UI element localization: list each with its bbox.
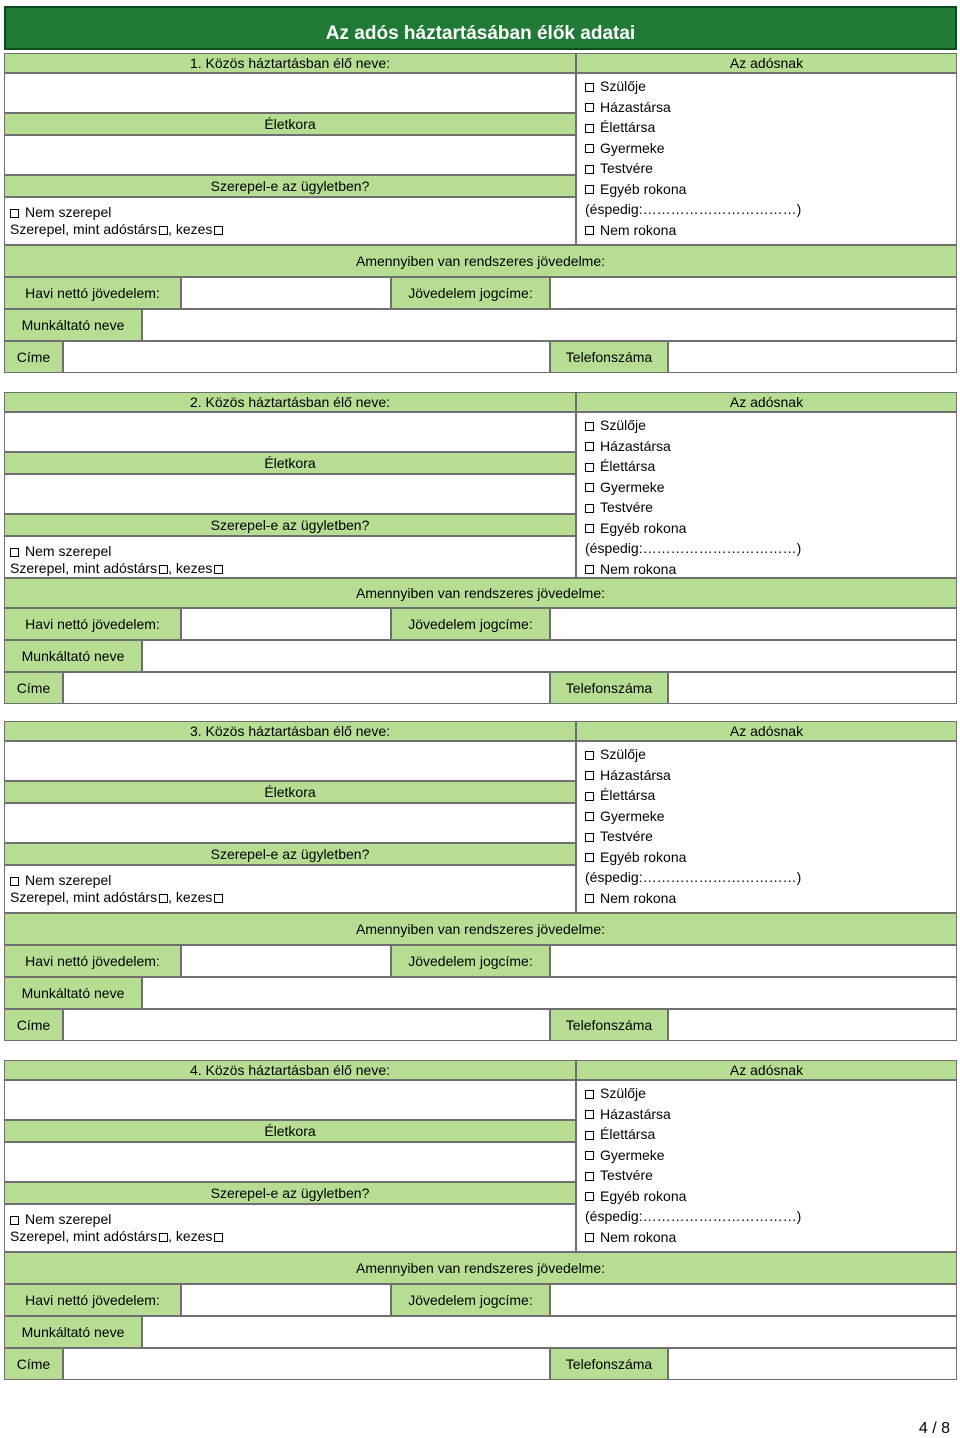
nem-szerepel-checkbox[interactable]	[10, 209, 19, 218]
member-name-label	[4, 1060, 576, 1080]
eletkora-field[interactable]	[4, 474, 576, 514]
nem-szerepel-label: Nem szerepel	[25, 1211, 112, 1227]
amennyiben-label: Amennyiben van rendszeres jövedelme:	[4, 1252, 957, 1284]
havi-netto-label: Havi nettó jövedelem:	[4, 945, 181, 977]
relation-szuloje-checkbox[interactable]	[585, 751, 594, 760]
relation-gyermeke-checkbox[interactable]	[585, 483, 594, 492]
havi-netto-field[interactable]	[181, 945, 391, 977]
relation-label: Házastársa	[600, 766, 671, 783]
relation-label: Élettársa	[600, 119, 656, 135]
relation-label: Házastársa	[600, 98, 671, 115]
relation-szuloje[interactable]	[585, 76, 956, 97]
relation-egyeb-rokona[interactable]	[585, 518, 956, 539]
relation-especig[interactable]	[585, 199, 956, 220]
cime-field[interactable]	[63, 1348, 550, 1380]
relation-hazastarsa-checkbox[interactable]	[585, 442, 594, 451]
az-adosnak-label: Az adósnak	[576, 1060, 957, 1080]
member-name-field[interactable]	[4, 412, 576, 452]
szerepel-kerdes-label: Szerepel-e az ügyletben?	[4, 514, 576, 536]
szerepel-option	[10, 560, 570, 577]
relation-nem-rokona-checkbox[interactable]	[585, 1233, 594, 1242]
especig-field: (éspedig:……………………………)	[585, 201, 802, 217]
relation-label: Gyermeke	[600, 478, 665, 495]
nem-szerepel-option[interactable]	[10, 204, 570, 221]
nem-szerepel-checkbox[interactable]	[10, 877, 19, 886]
relation-egyeb-rokona-checkbox[interactable]	[585, 853, 594, 862]
nem-szerepel-option[interactable]	[10, 543, 570, 560]
relation-testvere[interactable]	[585, 158, 956, 179]
especig-field: (éspedig:……………………………)	[585, 1208, 802, 1224]
relation-label: Szülője	[600, 1085, 646, 1101]
szerepel-options	[4, 536, 576, 578]
munkaltato-neve-label: Munkáltató neve	[4, 1316, 142, 1348]
relation-hazastarsa[interactable]	[585, 765, 956, 786]
relation-szuloje[interactable]	[585, 744, 956, 765]
relation-label: Nem rokona	[600, 889, 677, 906]
member-number: 4.	[189, 1062, 202, 1078]
szerepel-options	[4, 865, 576, 913]
relation-nem-rokona[interactable]	[585, 220, 956, 241]
nem-szerepel-label: Nem szerepel	[25, 204, 112, 220]
jovedelem-jogcime-label: Jövedelem jogcíme:	[391, 945, 550, 977]
kezes-checkbox[interactable]	[214, 1233, 223, 1242]
havi-netto-field[interactable]	[181, 277, 391, 309]
relation-label: Nem rokona	[600, 221, 677, 238]
relation-label: Testvére	[600, 828, 653, 844]
telefonszama-label: Telefonszáma	[550, 672, 668, 704]
relation-label: Gyermeke	[600, 807, 665, 824]
relation-szuloje[interactable]	[585, 1083, 956, 1104]
relation-label: Nem rokona	[600, 1228, 677, 1245]
relation-gyermeke-checkbox[interactable]	[585, 1151, 594, 1160]
relation-gyermeke[interactable]	[585, 806, 956, 827]
cime-label: Címe	[4, 1009, 63, 1041]
havi-netto-label: Havi nettó jövedelem:	[4, 1284, 181, 1316]
member-name-label-text: Közös háztartásban élő neve:	[205, 723, 391, 739]
nem-szerepel-option[interactable]	[10, 1211, 570, 1228]
relation-especig[interactable]	[585, 538, 956, 559]
telefonszama-field[interactable]	[668, 1348, 957, 1380]
szerepel-kerdes-label: Szerepel-e az ügyletben?	[4, 1182, 576, 1204]
member-number: 3.	[189, 723, 202, 739]
relation-list	[576, 741, 957, 913]
relation-nem-rokona-checkbox[interactable]	[585, 565, 594, 574]
relation-testvere[interactable]	[585, 497, 956, 518]
relation-label: Egyéb rokona	[600, 848, 687, 865]
munkaltato-neve-label: Munkáltató neve	[4, 309, 142, 341]
nem-szerepel-checkbox[interactable]	[10, 1216, 19, 1225]
relation-elettarsa-checkbox[interactable]	[585, 463, 594, 472]
relation-testvere-checkbox[interactable]	[585, 833, 594, 842]
relation-label: Élettársa	[600, 458, 656, 474]
kezes-checkbox[interactable]	[214, 565, 223, 574]
relation-testvere[interactable]	[585, 1165, 956, 1186]
relation-egyeb-rokona-checkbox[interactable]	[585, 185, 594, 194]
relation-elettarsa-checkbox[interactable]	[585, 124, 594, 133]
eletkora-label: Életkora	[4, 781, 576, 803]
havi-netto-label: Havi nettó jövedelem:	[4, 277, 181, 309]
especig-field: (éspedig:……………………………)	[585, 540, 802, 556]
relation-testvere-checkbox[interactable]	[585, 504, 594, 513]
relation-label: Élettársa	[600, 787, 656, 803]
munkaltato-neve-label: Munkáltató neve	[4, 977, 142, 1009]
relation-elettarsa[interactable]	[585, 1124, 956, 1145]
amennyiben-label: Amennyiben van rendszeres jövedelme:	[4, 578, 957, 608]
page-title: Az adós háztartásában élők adatai	[4, 6, 957, 50]
page-number: 4 / 8	[918, 1420, 950, 1437]
jovedelem-jogcime-field[interactable]	[550, 608, 957, 640]
member-name-field[interactable]	[4, 73, 576, 113]
member-name-label-text: Közös háztartásban élő neve:	[205, 55, 391, 71]
szerepel-kerdes-label: Szerepel-e az ügyletben?	[4, 843, 576, 865]
relation-label: Házastársa	[600, 1105, 671, 1122]
relation-szuloje-checkbox[interactable]	[585, 83, 594, 92]
relation-elettarsa-checkbox[interactable]	[585, 1131, 594, 1140]
munkaltato-neve-field[interactable]	[142, 640, 957, 672]
member-number: 2.	[189, 394, 202, 410]
relation-egyeb-rokona[interactable]	[585, 847, 956, 868]
havi-netto-label: Havi nettó jövedelem:	[4, 608, 181, 640]
relation-testvere[interactable]	[585, 826, 956, 847]
relation-gyermeke[interactable]	[585, 138, 956, 159]
munkaltato-neve-label: Munkáltató neve	[4, 640, 142, 672]
member-name-label	[4, 53, 576, 73]
relation-hazastarsa-checkbox[interactable]	[585, 771, 594, 780]
kezes-label: , kezes	[168, 221, 213, 237]
telefonszama-label: Telefonszáma	[550, 341, 668, 373]
jovedelem-jogcime-field[interactable]	[550, 1284, 957, 1316]
szerepel-options	[4, 1204, 576, 1252]
szerepel-options	[4, 197, 576, 245]
relation-testvere-checkbox[interactable]	[585, 165, 594, 174]
szerepel-mint-label: Szerepel, mint adóstárs	[10, 1228, 158, 1244]
kezes-checkbox[interactable]	[214, 894, 223, 903]
relation-especig[interactable]	[585, 1206, 956, 1227]
cime-label: Címe	[4, 1348, 63, 1380]
relation-gyermeke[interactable]	[585, 477, 956, 498]
relation-egyeb-rokona-checkbox[interactable]	[585, 524, 594, 533]
relation-label: Élettársa	[600, 1126, 656, 1142]
relation-label: Szülője	[600, 746, 646, 762]
cime-field[interactable]	[63, 1009, 550, 1041]
havi-netto-field[interactable]	[181, 1284, 391, 1316]
relation-nem-rokona[interactable]	[585, 888, 956, 909]
eletkora-field[interactable]	[4, 1142, 576, 1182]
adostars-checkbox[interactable]	[159, 226, 168, 235]
relation-gyermeke-checkbox[interactable]	[585, 812, 594, 821]
relation-label: Gyermeke	[600, 1146, 665, 1163]
az-adosnak-label: Az adósnak	[576, 53, 957, 73]
kezes-label: , kezes	[168, 889, 213, 905]
nem-szerepel-option[interactable]	[10, 872, 570, 889]
relation-label: Nem rokona	[600, 560, 677, 577]
eletkora-label: Életkora	[4, 452, 576, 474]
relation-testvere-checkbox[interactable]	[585, 1172, 594, 1181]
relation-list	[576, 412, 957, 578]
member-name-field[interactable]	[4, 741, 576, 781]
relation-label: Testvére	[600, 1167, 653, 1183]
relation-elettarsa[interactable]	[585, 456, 956, 477]
relation-elettarsa[interactable]	[585, 785, 956, 806]
eletkora-field[interactable]	[4, 135, 576, 175]
relation-hazastarsa[interactable]	[585, 97, 956, 118]
nem-szerepel-checkbox[interactable]	[10, 548, 19, 557]
relation-egyeb-rokona-checkbox[interactable]	[585, 1192, 594, 1201]
amennyiben-label: Amennyiben van rendszeres jövedelme:	[4, 913, 957, 945]
jovedelem-jogcime-label: Jövedelem jogcíme:	[391, 277, 550, 309]
szerepel-option	[10, 221, 570, 238]
relation-hazastarsa[interactable]	[585, 1104, 956, 1125]
relation-egyeb-rokona[interactable]	[585, 1186, 956, 1207]
havi-netto-field[interactable]	[181, 608, 391, 640]
relation-label: Egyéb rokona	[600, 180, 687, 197]
cime-label: Címe	[4, 672, 63, 704]
relation-szuloje[interactable]	[585, 415, 956, 436]
szerepel-option	[10, 889, 570, 906]
adostars-checkbox[interactable]	[159, 565, 168, 574]
szerepel-option	[10, 1228, 570, 1245]
jovedelem-jogcime-field[interactable]	[550, 945, 957, 977]
relation-elettarsa[interactable]	[585, 117, 956, 138]
relation-label: Egyéb rokona	[600, 1187, 687, 1204]
kezes-label: , kezes	[168, 560, 213, 576]
relation-label: Testvére	[600, 499, 653, 515]
member-name-label	[4, 392, 576, 412]
eletkora-field[interactable]	[4, 803, 576, 843]
relation-label: Egyéb rokona	[600, 519, 687, 536]
relation-label: Gyermeke	[600, 139, 665, 156]
telefonszama-label: Telefonszáma	[550, 1009, 668, 1041]
nem-szerepel-label: Nem szerepel	[25, 872, 112, 888]
cime-field[interactable]	[63, 672, 550, 704]
jovedelem-jogcime-field[interactable]	[550, 277, 957, 309]
member-name-label-text: Közös háztartásban élő neve:	[205, 1062, 391, 1078]
relation-list	[576, 1080, 957, 1252]
nem-szerepel-label: Nem szerepel	[25, 543, 112, 559]
relation-gyermeke[interactable]	[585, 1145, 956, 1166]
relation-gyermeke-checkbox[interactable]	[585, 144, 594, 153]
member-name-label	[4, 721, 576, 741]
relation-nem-rokona-checkbox[interactable]	[585, 894, 594, 903]
szerepel-mint-label: Szerepel, mint adóstárs	[10, 221, 158, 237]
szerepel-mint-label: Szerepel, mint adóstárs	[10, 560, 158, 576]
relation-nem-rokona[interactable]	[585, 559, 956, 580]
szerepel-kerdes-label: Szerepel-e az ügyletben?	[4, 175, 576, 197]
munkaltato-neve-field[interactable]	[142, 977, 957, 1009]
kezes-checkbox[interactable]	[214, 226, 223, 235]
kezes-label: , kezes	[168, 1228, 213, 1244]
telefonszama-field[interactable]	[668, 672, 957, 704]
munkaltato-neve-field[interactable]	[142, 1316, 957, 1348]
relation-especig[interactable]	[585, 867, 956, 888]
relation-nem-rokona[interactable]	[585, 1227, 956, 1248]
relation-nem-rokona-checkbox[interactable]	[585, 226, 594, 235]
az-adosnak-label: Az adósnak	[576, 721, 957, 741]
telefonszama-field[interactable]	[668, 1009, 957, 1041]
member-name-label-text: Közös háztartásban élő neve:	[205, 394, 391, 410]
adostars-checkbox[interactable]	[159, 1233, 168, 1242]
telefonszama-field[interactable]	[668, 341, 957, 373]
amennyiben-label: Amennyiben van rendszeres jövedelme:	[4, 245, 957, 277]
especig-field: (éspedig:……………………………)	[585, 869, 802, 885]
jovedelem-jogcime-label: Jövedelem jogcíme:	[391, 1284, 550, 1316]
relation-label: Szülője	[600, 78, 646, 94]
relation-elettarsa-checkbox[interactable]	[585, 792, 594, 801]
relation-egyeb-rokona[interactable]	[585, 179, 956, 200]
relation-szuloje-checkbox[interactable]	[585, 422, 594, 431]
member-name-field[interactable]	[4, 1080, 576, 1120]
eletkora-label: Életkora	[4, 113, 576, 135]
szerepel-mint-label: Szerepel, mint adóstárs	[10, 889, 158, 905]
relation-list	[576, 73, 957, 245]
cime-label: Címe	[4, 341, 63, 373]
member-number: 1.	[189, 55, 202, 71]
jovedelem-jogcime-label: Jövedelem jogcíme:	[391, 608, 550, 640]
relation-szuloje-checkbox[interactable]	[585, 1090, 594, 1099]
relation-hazastarsa[interactable]	[585, 436, 956, 457]
munkaltato-neve-field[interactable]	[142, 309, 957, 341]
eletkora-label: Életkora	[4, 1120, 576, 1142]
adostars-checkbox[interactable]	[159, 894, 168, 903]
az-adosnak-label: Az adósnak	[576, 392, 957, 412]
relation-label: Szülője	[600, 417, 646, 433]
telefonszama-label: Telefonszáma	[550, 1348, 668, 1380]
relation-hazastarsa-checkbox[interactable]	[585, 1110, 594, 1119]
relation-hazastarsa-checkbox[interactable]	[585, 103, 594, 112]
cime-field[interactable]	[63, 341, 550, 373]
relation-label: Testvére	[600, 160, 653, 176]
relation-label: Házastársa	[600, 437, 671, 454]
